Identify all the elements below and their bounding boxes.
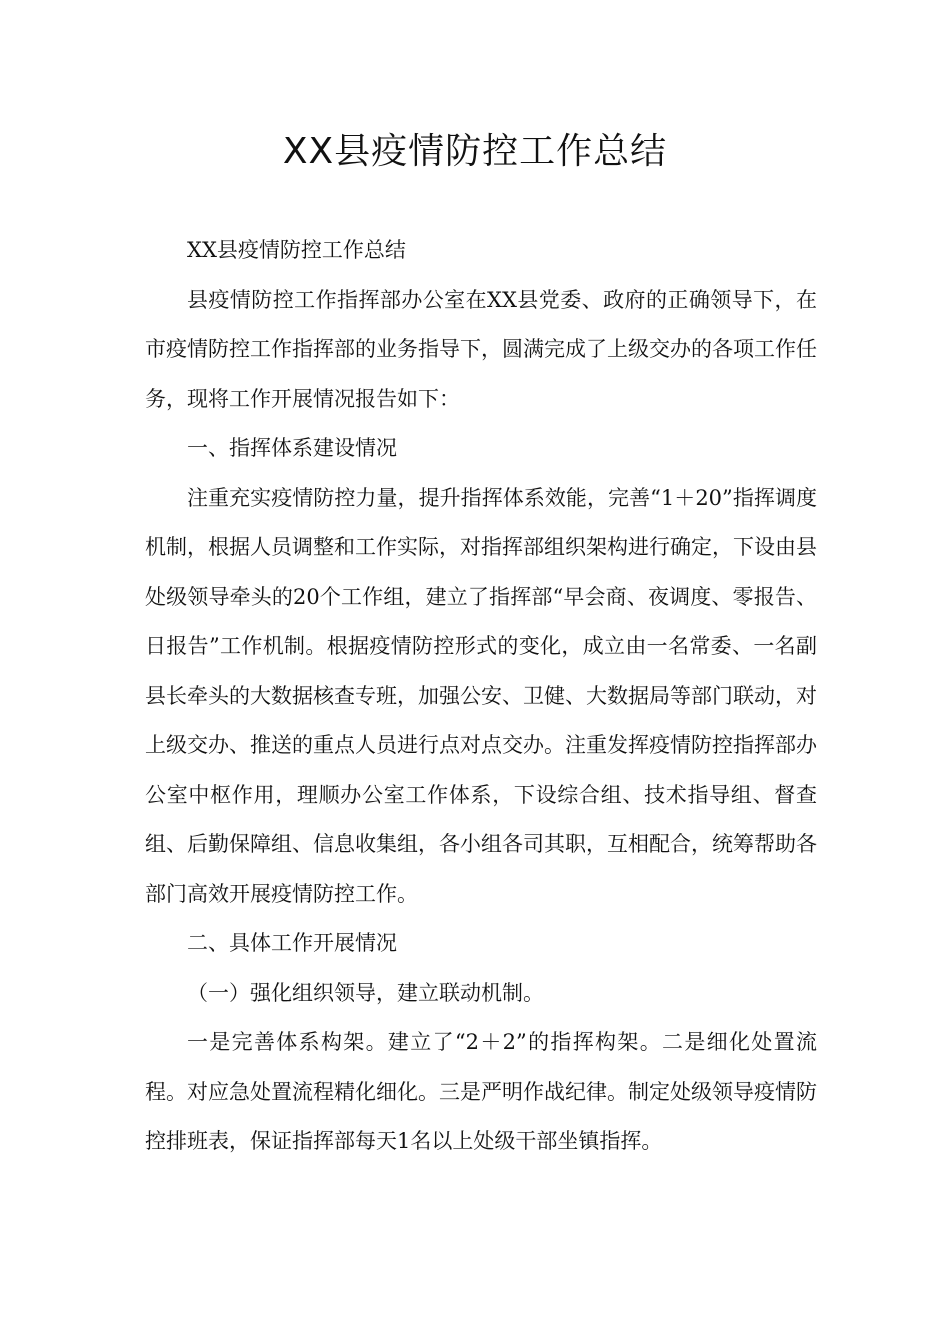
document-paragraph: 一是完善体系构架。建立了“2＋2”的指挥构架。二是细化处置流程。对应急处置流程精化细化。三是严明作战纪律。制定处级领导疫情防控排班表，保证指挥部每天1名以上处级干部坐镇指挥。 (145, 1030, 817, 1153)
document-title: XX县疫情防控工作总结 (282, 131, 668, 172)
document-paragraph: XX县疫情防控工作总结 (187, 238, 406, 262)
document-paragraph: 注重充实疫情防控力量，提升指挥体系效能，完善“1＋20”指挥调度机制，根据人员调整和工作实际，对指挥部组织架构进行确定，下设由县处级领导牵头的20个工作组，建立了指挥部“早会商、夜调度、零报告、日报告”工作机制。根据疫情防控形式的变化，成立由一名常委、一名副县长牵头的大数据核查专班，加强公安、卫健、大数据局等部门联动，对上级交办、推送的重点人员进行点对点交办。注重发挥疫情防控指挥部办公室中枢作用，理顺办公室工作体系，下设综合组、技术指导组、督查组、后勤保障组、信息收集组，各小组各司其职，互相配合，统筹帮助各部门高效开展疫情防控工作。 (145, 485, 817, 906)
document-body (145, 226, 817, 1167)
subsection-heading: （一）强化组织领导，建立联动机制。 (187, 980, 544, 1005)
document-paragraph: 县疫情防控工作指挥部办公室在XX县党委、政府的正确领导下，在市疫情防控工作指挥部的业务指导下，圆满完成了上级交办的各项工作任务，现将工作开展情况报告如下： (145, 287, 817, 411)
section-heading: 二、具体工作开展情况 (187, 931, 397, 955)
section-heading: 一、指挥体系建设情况 (187, 436, 397, 460)
